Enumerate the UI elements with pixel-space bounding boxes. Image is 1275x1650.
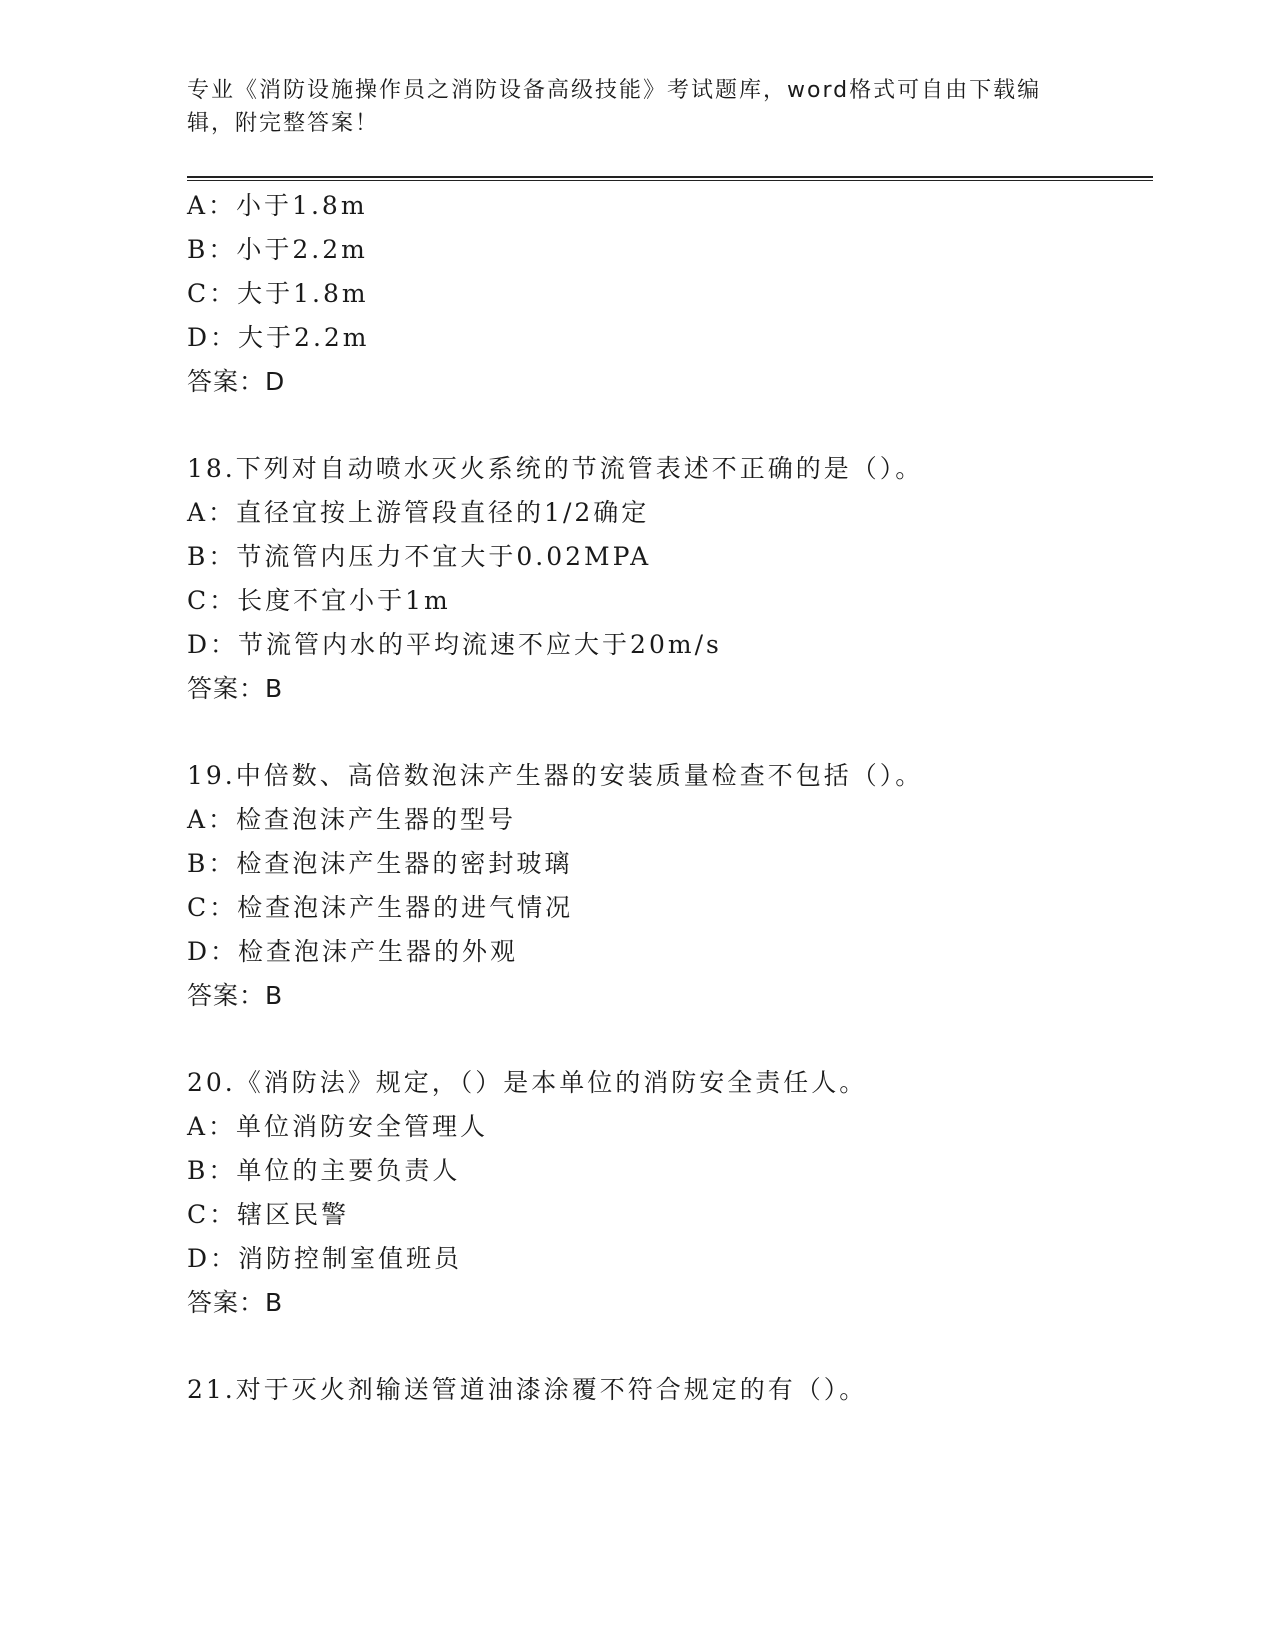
question-19: 19.中倍数、高倍数泡沫产生器的安装质量检查不包括（）。 [187, 761, 924, 790]
option-b: B：小于2.2m [187, 235, 368, 264]
question-18: 18.下列对自动喷水灭火系统的节流管表述不正确的是（）。 [187, 454, 924, 483]
option-b: B：单位的主要负责人 [187, 1156, 461, 1185]
option-a: A：单位消防安全管理人 [187, 1112, 489, 1141]
option-d: D：大于2.2m [187, 323, 370, 352]
header-divider [187, 176, 1153, 181]
option-c: C：长度不宜小于1m [187, 586, 451, 615]
option-c: C：大于1.8m [187, 279, 369, 308]
question-20: 20.《消防法》规定，（）是本单位的消防安全责任人。 [187, 1068, 868, 1097]
answer-line: 答案：B [187, 981, 284, 1010]
option-c: C：辖区民警 [187, 1200, 350, 1229]
option-b: B：检查泡沫产生器的密封玻璃 [187, 849, 573, 878]
option-d: D：节流管内水的平均流速不应大于20m/s [187, 630, 722, 659]
option-a: A：小于1.8m [187, 191, 368, 220]
option-a: A：直径宜按上游管段直径的1/2确定 [187, 498, 650, 527]
answer-line: 答案：B [187, 674, 284, 703]
option-a: A：检查泡沫产生器的型号 [187, 805, 517, 834]
option-b: B：节流管内压力不宜大于0.02MPA [187, 542, 652, 571]
option-d: D：消防控制室值班员 [187, 1244, 463, 1273]
document-header: 专业《消防设施操作员之消防设备高级技能》考试题库，word格式可自由下载编辑，附完整答案！ [187, 78, 1042, 136]
answer-line: 答案：D [187, 367, 286, 396]
option-d: D：检查泡沫产生器的外观 [187, 937, 519, 966]
option-c: C：检查泡沫产生器的进气情况 [187, 893, 574, 922]
answer-line: 答案：B [187, 1288, 284, 1317]
question-21: 21.对于灭火剂输送管道油漆涂覆不符合规定的有（）。 [187, 1375, 868, 1404]
